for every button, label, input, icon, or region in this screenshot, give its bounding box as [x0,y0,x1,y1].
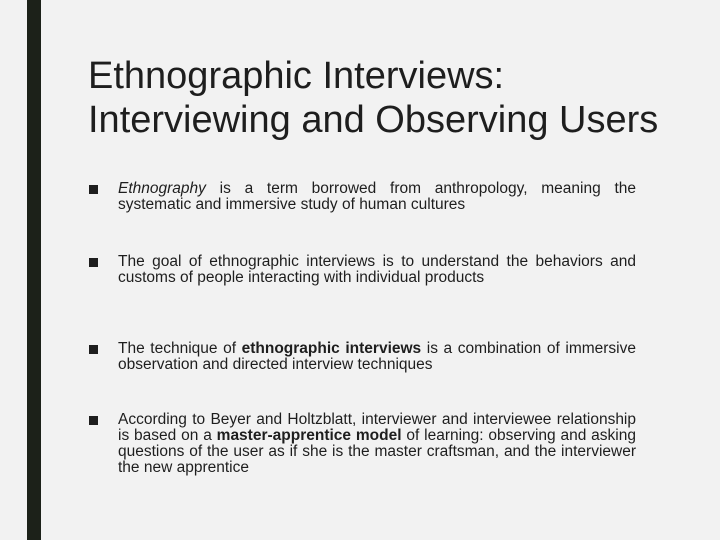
bullet-item-technique [88,341,636,373]
bullet-text: is a term borrowed from anthropology, meaning the systematic and immersive study of human cultures [118,180,636,213]
bullet-text-pre: The technique of [118,340,242,357]
bullet-item-goal [88,254,636,286]
bullet-emphasis: Ethnography [118,180,206,197]
square-bullet-icon [89,258,98,267]
bullet-item-beyer-holtzblatt [88,412,636,476]
bullet-item-ethnography [88,181,636,213]
bullet-text-post: is a combination of immersive observation and directed interview techniques [118,340,636,373]
bullet-bold: ethnographic interviews [241,340,422,357]
square-bullet-icon [89,185,98,194]
slide-title: Ethnographic Interviews: Interviewing and Observing Users [88,55,659,141]
left-accent-bar [27,0,41,540]
bullet-bold: master-apprentice model [216,427,402,444]
bullet-text-pre: According to Beyer and Holtzblatt, interviewer and interviewee relationship is based on a [118,411,636,444]
bullet-list [88,180,636,476]
bullet-text: The goal of ethnographic interviews is to understand the behaviors and customs of people interacting with individual products [118,253,636,286]
square-bullet-icon [89,345,98,354]
bullet-text-post: of learning: observing and asking questions of the user as if she is the master craftsman, and the interviewer the new apprentice [118,427,636,476]
square-bullet-icon [89,416,98,425]
